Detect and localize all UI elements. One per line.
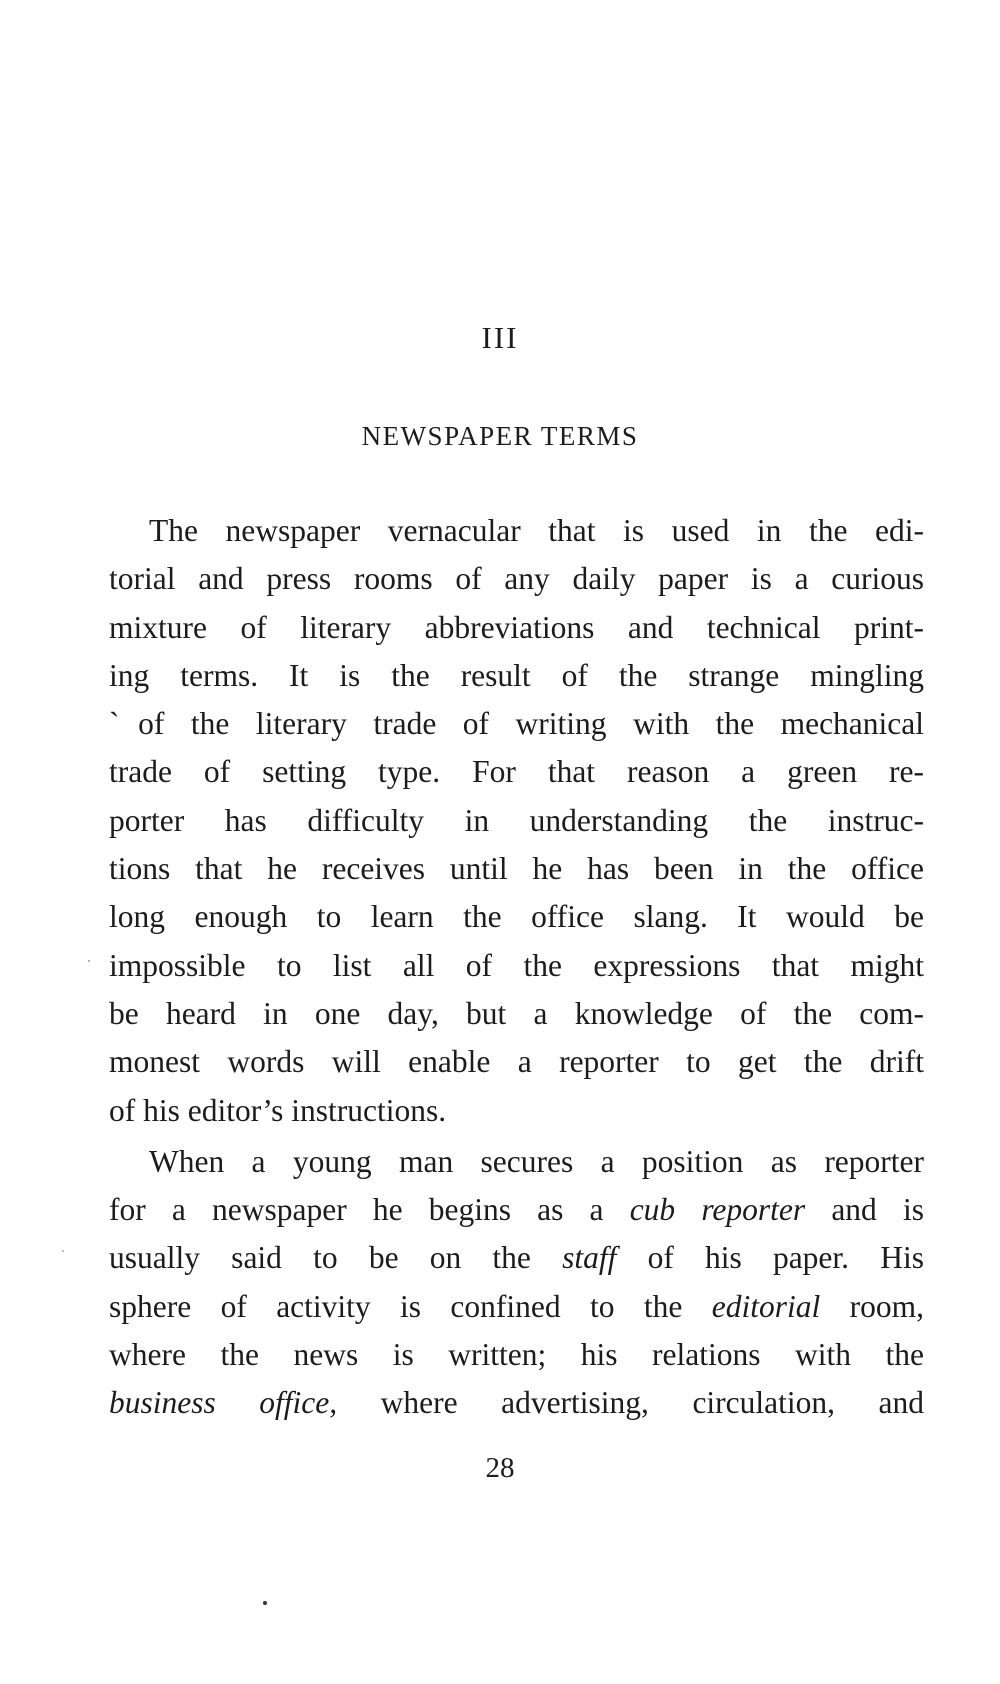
chapter-title: NEWSPAPER TERMS xyxy=(361,421,639,451)
scan-speck xyxy=(62,1250,64,1252)
chapter-number: III xyxy=(481,320,519,355)
text-line: trade of setting type. For that reason a green re- xyxy=(109,754,924,790)
page-number: 28 xyxy=(485,1452,515,1484)
italic-term: editorial xyxy=(711,1288,821,1324)
scan-speck xyxy=(88,960,90,962)
text-line: mixture of literary abbreviations and technical print- xyxy=(109,609,924,645)
text-line: impossible to list all of the expressions that might xyxy=(109,947,924,983)
text-line: usually said to be on the staff of his paper. His xyxy=(109,1240,924,1276)
text-line: long enough to learn the office slang. It would be xyxy=(109,899,924,935)
text-line: sphere of activity is confined to the editorial room, xyxy=(109,1288,924,1324)
text-line: for a newspaper he begins as a cub reporter and is xyxy=(109,1192,924,1228)
text-line: porter has difficulty in understanding the instruc- xyxy=(109,802,924,838)
italic-term: cub reporter xyxy=(629,1192,806,1228)
text-line: torial and press rooms of any daily paper is a curious xyxy=(109,561,924,597)
text-line: ˋof the literary trade of writing with the mechanical xyxy=(109,706,924,742)
text-line: be heard in one day, but a knowledge of the com- xyxy=(109,995,924,1031)
text-line: The newspaper vernacular that is used in the edi- xyxy=(149,513,924,548)
scan-speck xyxy=(263,1601,267,1605)
body-text xyxy=(109,507,924,1428)
text-line: tions that he receives until he has been in the office xyxy=(109,851,924,887)
text-line: of his editor’s instructions. xyxy=(109,1092,447,1128)
text-line: business office, where advertising, circulation, and xyxy=(109,1385,925,1421)
italic-term: business office, xyxy=(109,1385,338,1421)
text-line: where the news is written; his relations with the xyxy=(109,1337,924,1373)
text-line: monest words will enable a reporter to get the drift xyxy=(109,1044,924,1080)
italic-term: staff xyxy=(562,1240,617,1276)
text-line: ing terms. It is the result of the strange mingling xyxy=(109,657,924,693)
text-line: When a young man secures a position as reporter xyxy=(149,1143,924,1179)
